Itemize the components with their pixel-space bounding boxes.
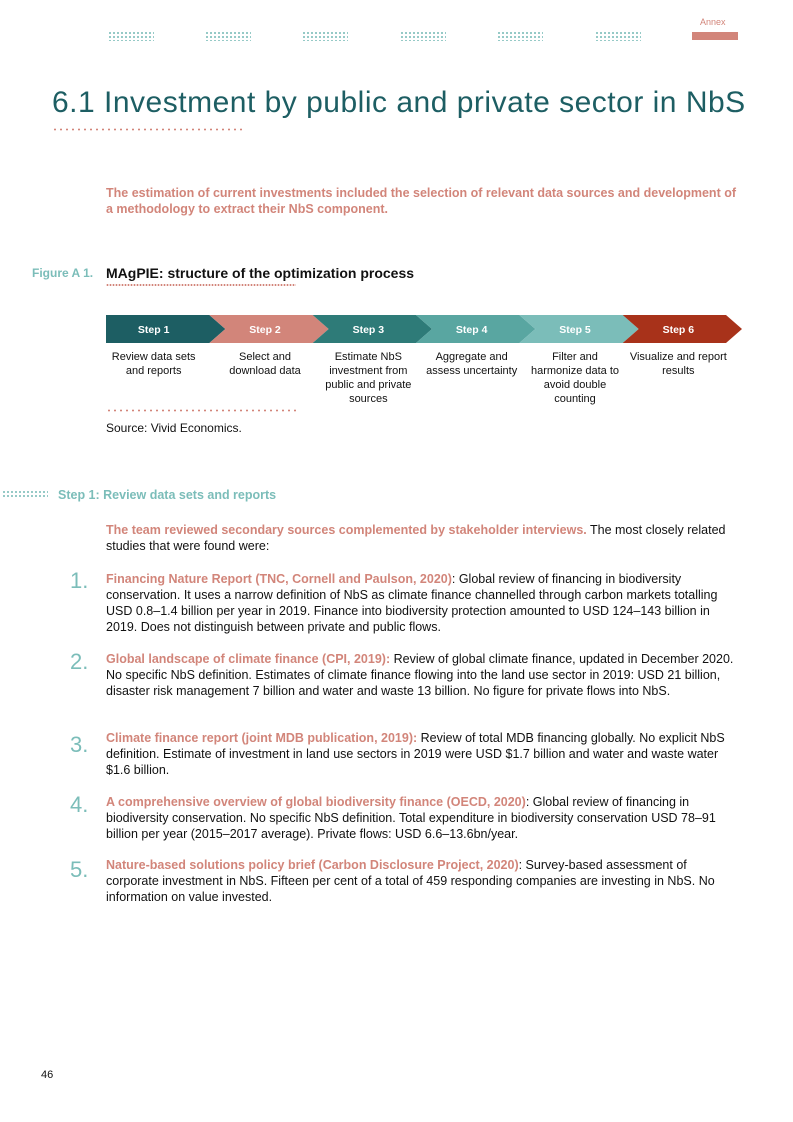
step1-heading: Step 1: Review data sets and reports bbox=[58, 488, 277, 502]
step-dots bbox=[2, 490, 48, 499]
step-description: Estimate NbS investment from public and private sources bbox=[325, 351, 412, 405]
title-underline bbox=[52, 128, 242, 131]
step-label: Step 6 bbox=[662, 324, 695, 336]
list-item bbox=[106, 794, 736, 842]
section-bar bbox=[692, 32, 738, 40]
figure-source: Source: Vivid Economics. bbox=[106, 421, 242, 435]
step-label: Step 1 bbox=[137, 324, 170, 336]
list-number: 2. bbox=[70, 649, 89, 674]
step-description: Review data sets and reports bbox=[111, 351, 196, 377]
figure-title: MAgPIE: structure of the optimization process bbox=[106, 265, 415, 281]
figure-title-underline bbox=[106, 284, 296, 286]
study-title: A comprehensive overview of global biodiversity finance (OECD, 2020) bbox=[106, 795, 526, 809]
study-text: : Global review of financing in biodiversity conservation. It uses a narrow definition of NbS as climate finance channelled through carbon markets totalling USD 0.8–1.4 billion per year in 2019. Finance into biodiversity protection amounted to USD 124–143 billion in 2019. Does not distinguish between private and public flows. bbox=[106, 572, 718, 634]
header-dots bbox=[205, 31, 251, 41]
step-description: Visualize and report results bbox=[629, 351, 727, 377]
step-description: Filter and harmonize data to avoid double counting bbox=[530, 351, 620, 405]
study-text: Review of total MDB financing globally. No explicit NbS definition. Estimate of investment in land use sectors in 2019 were USD $1.7 billion and water and waste water $1.6 billion. bbox=[106, 731, 725, 777]
header-dots bbox=[108, 31, 154, 41]
figure-bottom-rule bbox=[106, 409, 296, 412]
section-label: Annex bbox=[700, 17, 726, 27]
list-item bbox=[106, 857, 736, 905]
intro-text: The estimation of current investments included the selection of relevant data sources and development of a methodology to extract their NbS component. bbox=[106, 186, 736, 216]
list-number: 4. bbox=[70, 792, 89, 817]
page-number: 46 bbox=[41, 1069, 54, 1081]
step1-intro-highlight: The team reviewed secondary sources complemented by stakeholder interviews. bbox=[106, 523, 587, 537]
list-item bbox=[106, 571, 736, 635]
step-label: Step 5 bbox=[559, 324, 591, 336]
study-title: Financing Nature Report (TNC, Cornell and Paulson, 2020) bbox=[106, 572, 452, 586]
study-text: Review of global climate finance, updated in December 2020. No specific NbS definition. Estimates of climate finance flowing into the land use sector in 2019: USD 21 billion, disaster risk management 7 billion and water and waste 13 billion. No figure for private flows into NbS. bbox=[106, 652, 734, 698]
step1-intro-rest: The most closely related studies that were found were: bbox=[106, 523, 726, 553]
list-number: 5. bbox=[70, 857, 89, 882]
list-item bbox=[106, 651, 736, 699]
study-title: Nature-based solutions policy brief (Carbon Disclosure Project, 2020) bbox=[106, 858, 519, 872]
step-description: Select and download data bbox=[229, 351, 301, 377]
list-number: 1. bbox=[70, 568, 89, 593]
page-title: 6.1 Investment by public and private sector in NbS bbox=[52, 86, 746, 119]
step-label: Step 2 bbox=[249, 324, 281, 336]
step1-intro bbox=[106, 522, 746, 554]
figure-label: Figure A 1. bbox=[32, 266, 94, 280]
header-dots bbox=[497, 31, 543, 41]
header-dots bbox=[595, 31, 641, 41]
step-label: Step 3 bbox=[352, 324, 385, 336]
study-text: : Survey-based assessment of corporate investment in NbS. Fifteen per cent of a total of 459 responding companies are investing in NbS. No information on value invested. bbox=[106, 858, 715, 904]
step-description: Aggregate and assess uncertainty bbox=[426, 351, 518, 377]
study-title: Climate finance report (joint MDB publication, 2019): bbox=[106, 731, 418, 745]
list-number: 3. bbox=[70, 732, 89, 757]
list-item bbox=[106, 730, 736, 778]
step-label: Step 4 bbox=[455, 324, 488, 336]
header-dots bbox=[400, 31, 446, 41]
header-dots bbox=[302, 31, 348, 41]
process-chevrons bbox=[106, 315, 742, 343]
study-title: Global landscape of climate finance (CPI, 2019): bbox=[106, 652, 391, 666]
study-text: : Global review of financing in biodiversity conservation. No specific NbS definition. Total expenditure in biodiversity conservation USD 78–91 billion per year (2015–2017 average). Private flows: USD 6.6–13.6bn/year. bbox=[106, 795, 716, 841]
